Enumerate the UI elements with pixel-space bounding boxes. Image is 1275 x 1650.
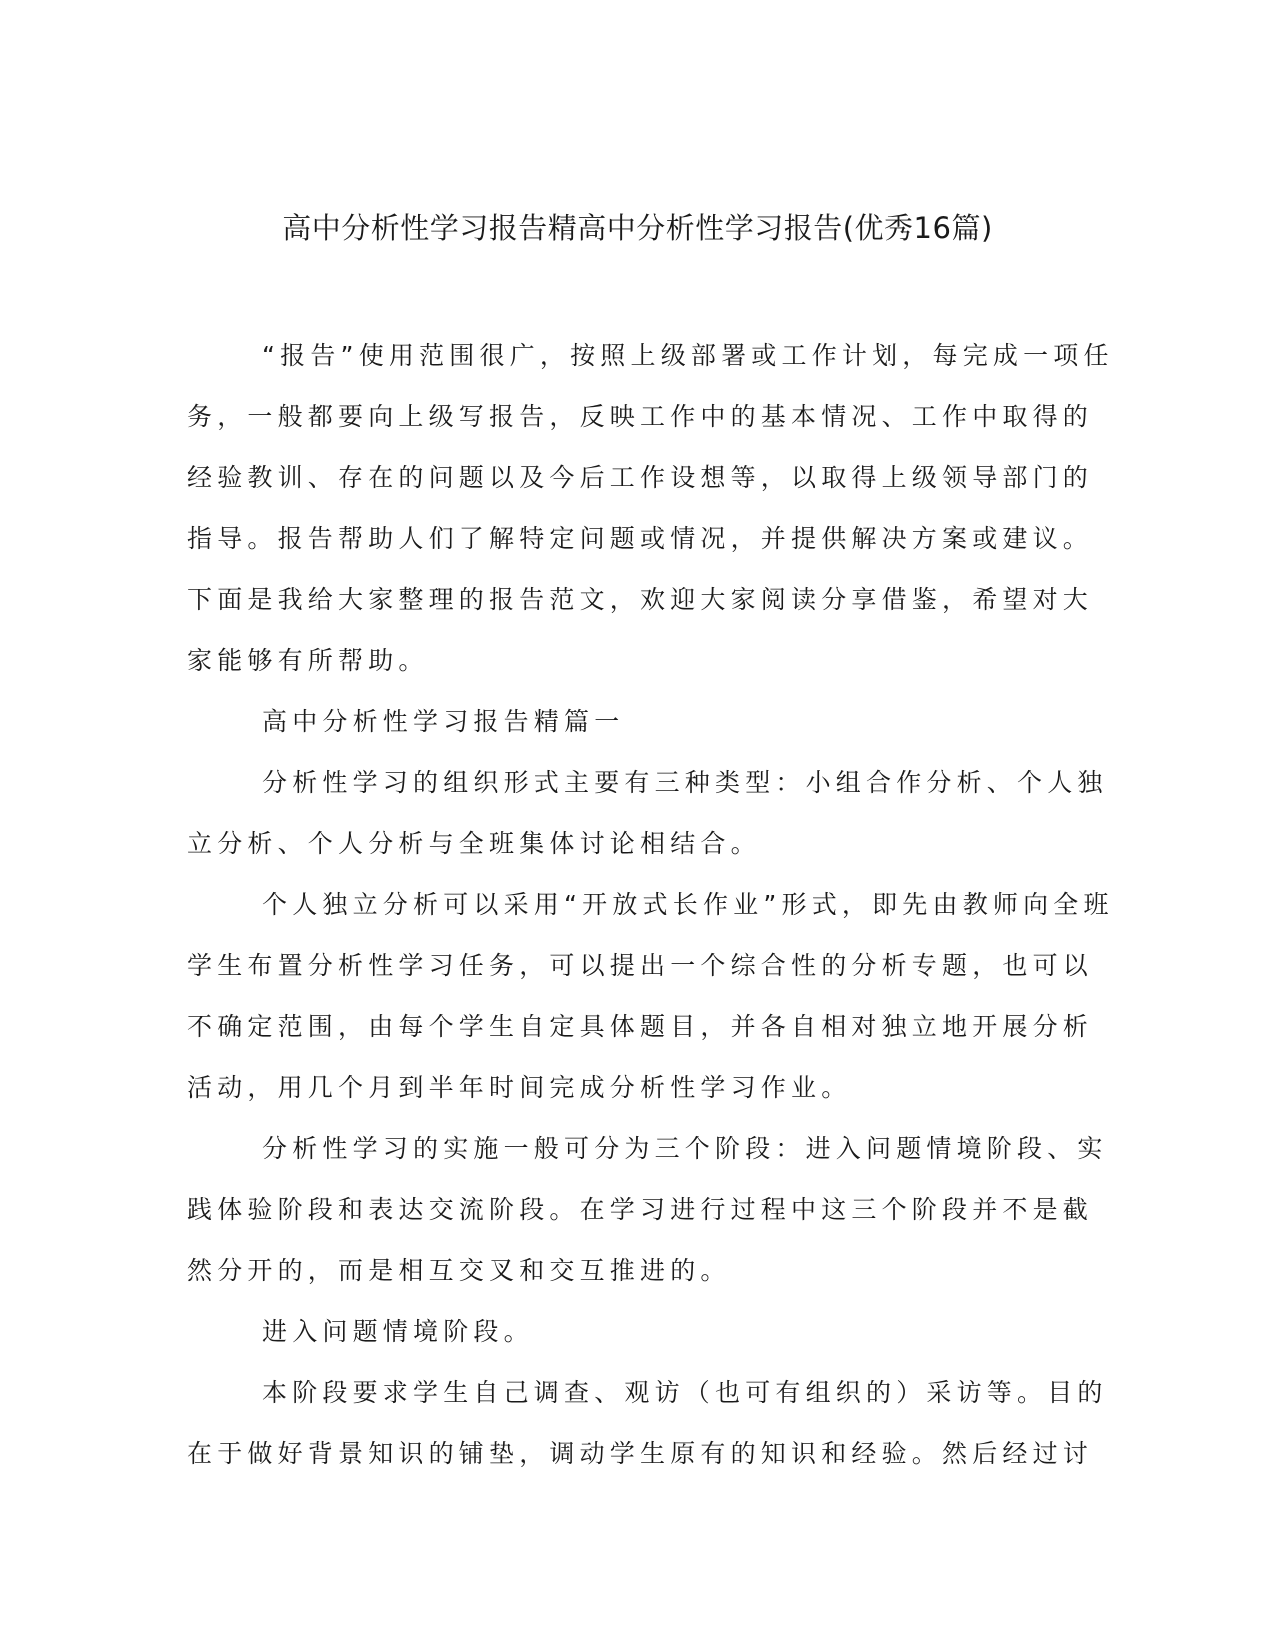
text-line: 本阶段要求学生自己调查、观访（也可有组织的）采访等。目的 bbox=[262, 1378, 1108, 1407]
text-line: 然分开的，而是相互交叉和交互推进的。 bbox=[187, 1256, 731, 1285]
text-line: 下面是我给大家整理的报告范文，欢迎大家阅读分享借鉴，希望对大 bbox=[187, 585, 1094, 614]
text-line: 分析性学习的组织形式主要有三种类型：小组合作分析、个人独 bbox=[262, 768, 1108, 797]
text-line: 学生布置分析性学习任务，可以提出一个综合性的分析专题，也可以 bbox=[187, 951, 1094, 980]
text-line: 践体验阶段和表达交流阶段。在学习进行过程中这三个阶段并不是截 bbox=[187, 1195, 1094, 1224]
text-line: 活动，用几个月到半年时间完成分析性学习作业。 bbox=[187, 1073, 852, 1102]
text-line: 不确定范围，由每个学生自定具体题目，并各自相对独立地开展分析 bbox=[187, 1012, 1094, 1041]
text-line: “报告”使用范围很广，按照上级部署或工作计划，每完成一项任 bbox=[262, 341, 1114, 370]
section-heading: 高中分析性学习报告精篇一 bbox=[262, 707, 625, 736]
text-line: 分析性学习的实施一般可分为三个阶段：进入问题情境阶段、实 bbox=[262, 1134, 1108, 1163]
text-line: 家能够有所帮助。 bbox=[187, 646, 429, 675]
text-line: 务，一般都要向上级写报告，反映工作中的基本情况、工作中取得的 bbox=[187, 402, 1094, 431]
document-body bbox=[187, 325, 1114, 1484]
text-line: 进入问题情境阶段。 bbox=[262, 1317, 534, 1346]
document-title: 高中分析性学习报告精高中分析性学习报告(优秀16篇) bbox=[282, 211, 993, 245]
text-line: 在于做好背景知识的铺垫，调动学生原有的知识和经验。然后经过讨 bbox=[187, 1439, 1094, 1468]
text-line: 经验教训、存在的问题以及今后工作设想等，以取得上级领导部门的 bbox=[187, 463, 1094, 492]
text-line: 指导。报告帮助人们了解特定问题或情况，并提供解决方案或建议。 bbox=[187, 524, 1094, 553]
text-line: 立分析、个人分析与全班集体讨论相结合。 bbox=[187, 829, 761, 858]
text-line: 个人独立分析可以采用“开放式长作业”形式，即先由教师向全班 bbox=[262, 890, 1114, 919]
